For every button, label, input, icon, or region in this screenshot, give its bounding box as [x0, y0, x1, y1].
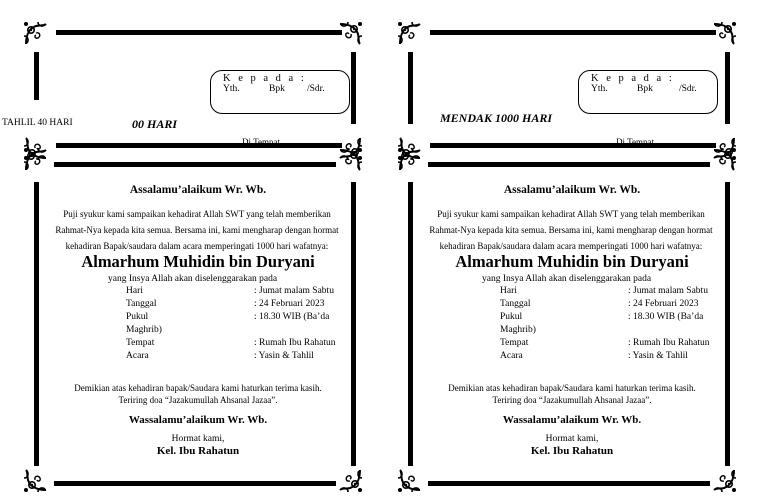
yth-label: Yth.	[591, 84, 608, 94]
intro-paragraph	[412, 206, 730, 254]
detail-value: : 24 Februari 2023	[254, 299, 325, 309]
wassalam-heading: Wassalamu’alaikum Wr. Wb.	[502, 414, 642, 426]
paragraph-line: Rahmat-Nya kepada kita semua. Bersama ini, kami mengharap dengan hormat	[55, 225, 339, 235]
paragraph-line: kehadiran Bapak/saudara dalam acara memperingati 1000 hari wafatnya:	[439, 241, 703, 251]
detail-label: Tanggal	[126, 299, 157, 309]
closing-line: Demikian atas kehadiran bapak/Saudara kami haturkan terima kasih.	[448, 383, 696, 393]
detail-label: Pukul	[500, 312, 523, 322]
corner-flourish-icon	[22, 20, 50, 48]
detail-label: Tempat	[126, 338, 155, 348]
detail-label: Maghrib)	[500, 325, 536, 335]
detail-value: : 24 Februari 2023	[628, 299, 699, 309]
detail-label: Tempat	[500, 338, 529, 348]
corner-flourish-icon	[396, 466, 424, 494]
detail-value: : 18.30 WIB (Ba’da	[628, 312, 704, 322]
di-tempat-label: Di Tempat.	[242, 137, 283, 147]
detail-value: : Yasin & Tahlil	[254, 351, 314, 361]
sdr-label: /Sdr.	[679, 84, 697, 94]
schedule-intro: yang Insya Allah akan diselenggarakan pada	[482, 274, 652, 284]
event-title: MENDAK 1000 HARI	[440, 111, 553, 125]
detail-label: Hari	[500, 286, 517, 296]
event-label: TAHLIL 40 HARI	[2, 118, 73, 128]
corner-flourish-icon	[710, 20, 738, 48]
right-envelope-card	[402, 22, 736, 154]
closing-paragraph	[426, 382, 718, 406]
corner-flourish-icon	[396, 146, 424, 174]
corner-flourish-icon	[22, 466, 50, 494]
salam-heading: Assalamu’alaikum Wr. Wb.	[503, 184, 641, 196]
schedule-intro: yang Insya Allah akan diselenggarakan pada	[108, 274, 278, 284]
family-signature: Kel. Ibu Rahatun	[156, 445, 240, 457]
closing-line: Demikian atas kehadiran bapak/Saudara kami haturkan terima kasih.	[74, 383, 322, 393]
detail-value: : 18.30 WIB (Ba’da	[254, 312, 330, 322]
detail-value: : Rumah Ibu Rahatun	[254, 338, 336, 348]
di-tempat-label: Di Tempat.	[616, 137, 657, 147]
detail-label: Maghrib)	[126, 325, 162, 335]
detail-label: Acara	[500, 351, 523, 361]
yth-label: Yth.	[223, 84, 240, 94]
detail-value: : Jumat malam Sabtu	[254, 286, 334, 296]
corner-flourish-icon	[336, 146, 364, 174]
address-box	[210, 70, 350, 114]
kepada-label: K e p a d a :	[591, 73, 675, 84]
family-signature: Kel. Ibu Rahatun	[530, 445, 614, 457]
closing-line: Teriring doa “Jazakumullah Ahsanal Jazaa”.	[118, 395, 278, 405]
detail-value: : Yasin & Tahlil	[628, 351, 688, 361]
hormat-label: Hormat kami,	[171, 434, 225, 444]
detail-label: Hari	[126, 286, 143, 296]
hormat-label: Hormat kami,	[545, 434, 599, 444]
corner-flourish-icon	[336, 20, 364, 48]
left-invitation-card	[28, 156, 362, 492]
left-envelope-card	[28, 22, 362, 154]
deceased-name: Almarhum Muhidin bin Duryani	[81, 252, 315, 271]
corner-flourish-icon	[710, 466, 738, 494]
bpk-label: Bpk	[269, 84, 285, 94]
detail-label: Pukul	[126, 312, 149, 322]
corner-flourish-icon	[710, 146, 738, 174]
event-title: 00 HARI	[132, 117, 178, 131]
corner-flourish-icon	[22, 146, 50, 174]
paragraph-line: Puji syukur kami sampaikan kehadirat Allah SWT yang telah memberikan	[63, 209, 331, 219]
closing-line: Teriring doa “Jazakumullah Ahsanal Jazaa”.	[492, 395, 652, 405]
detail-label: Tanggal	[500, 299, 531, 309]
detail-label: Acara	[126, 351, 149, 361]
detail-value: : Jumat malam Sabtu	[628, 286, 708, 296]
wassalam-heading: Wassalamu’alaikum Wr. Wb.	[128, 414, 268, 426]
address-box	[578, 70, 718, 114]
kepada-label: K e p a d a :	[223, 73, 307, 84]
intro-paragraph	[38, 206, 356, 254]
bpk-label: Bpk	[637, 84, 653, 94]
corner-flourish-icon	[396, 20, 424, 48]
closing-paragraph	[52, 382, 344, 406]
detail-value: : Rumah Ibu Rahatun	[628, 338, 710, 348]
deceased-name: Almarhum Muhidin bin Duryani	[455, 252, 689, 271]
paragraph-line: Rahmat-Nya kepada kita semua. Bersama ini, kami mengharap dengan hormat	[429, 225, 713, 235]
paragraph-line: kehadiran Bapak/saudara dalam acara memperingati 1000 hari wafatnya:	[65, 241, 329, 251]
paragraph-line: Puji syukur kami sampaikan kehadirat Allah SWT yang telah memberikan	[437, 209, 705, 219]
salam-heading: Assalamu’alaikum Wr. Wb.	[129, 184, 267, 196]
sdr-label: /Sdr.	[307, 84, 325, 94]
right-invitation-card	[402, 156, 736, 492]
corner-flourish-icon	[336, 466, 364, 494]
